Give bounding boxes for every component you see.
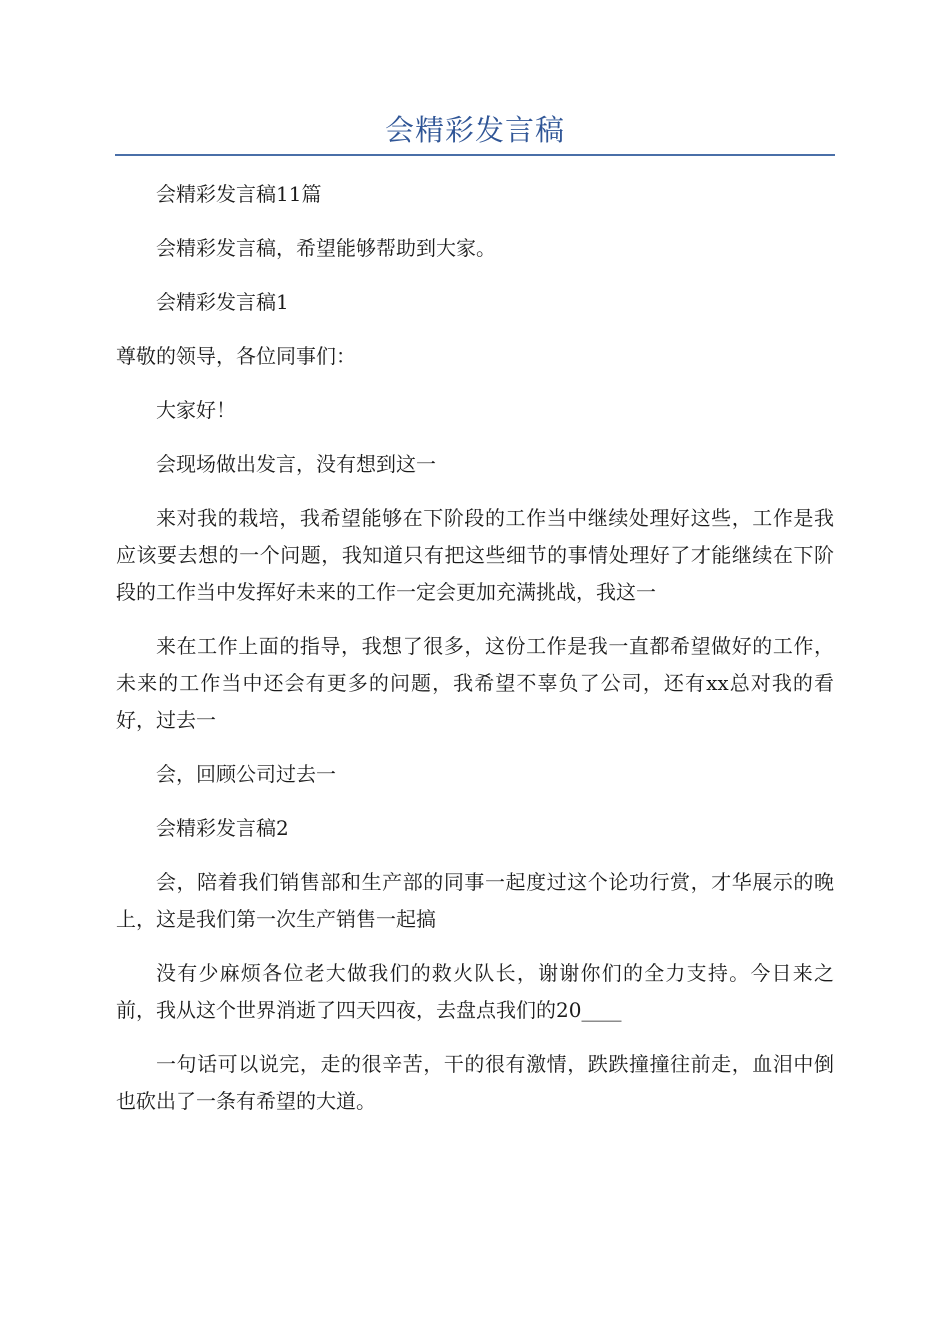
greeting: 大家好！ — [156, 398, 236, 422]
paragraph: 会现场做出发言，没有想到这一 — [156, 452, 436, 476]
paragraph: 会，回顾公司过去一 — [156, 762, 336, 786]
paragraph: 一句话可以说完，走的很辛苦，干的很有激情，跌跌撞撞往前走，血泪中倒也砍出了一条有希望的大道。 — [116, 1052, 834, 1113]
document-title: 会精彩发言稿 — [384, 113, 565, 147]
document-body — [116, 176, 834, 1137]
salutation: 尊敬的领导，各位同事们： — [116, 344, 356, 368]
paragraph: 来在工作上面的指导，我想了很多，这份工作是我一直都希望做好的工作，未来的工作当中还会有更多的问题，我希望不辜负了公司，还有xx总对我的看好，过去一 — [116, 634, 834, 732]
paragraph: 来对我的栽培，我希望能够在下阶段的工作当中继续处理好这些，工作是我应该要去想的一个问题，我知道只有把这些细节的事情处理好了才能继续在下阶段的工作当中发挥好未来的工作一定会更加充满挑战，我这一 — [116, 506, 834, 604]
section-heading: 会精彩发言稿1 — [156, 290, 289, 314]
paragraph: 会精彩发言稿，希望能够帮助到大家。 — [156, 236, 496, 260]
paragraph: 会，陪着我们销售部和生产部的同事一起度过这个论功行赏，才华展示的晚上，这是我们第一次生产销售一起搞 — [116, 870, 834, 931]
section-heading: 会精彩发言稿2 — [156, 816, 289, 840]
paragraph: 没有少麻烦各位老大做我们的救火队长，谢谢你们的全力支持。今日来之前，我从这个世界消逝了四天四夜，去盘点我们的20____ — [116, 961, 834, 1022]
paragraph: 会精彩发言稿11篇 — [156, 182, 322, 206]
title-divider — [115, 154, 835, 156]
